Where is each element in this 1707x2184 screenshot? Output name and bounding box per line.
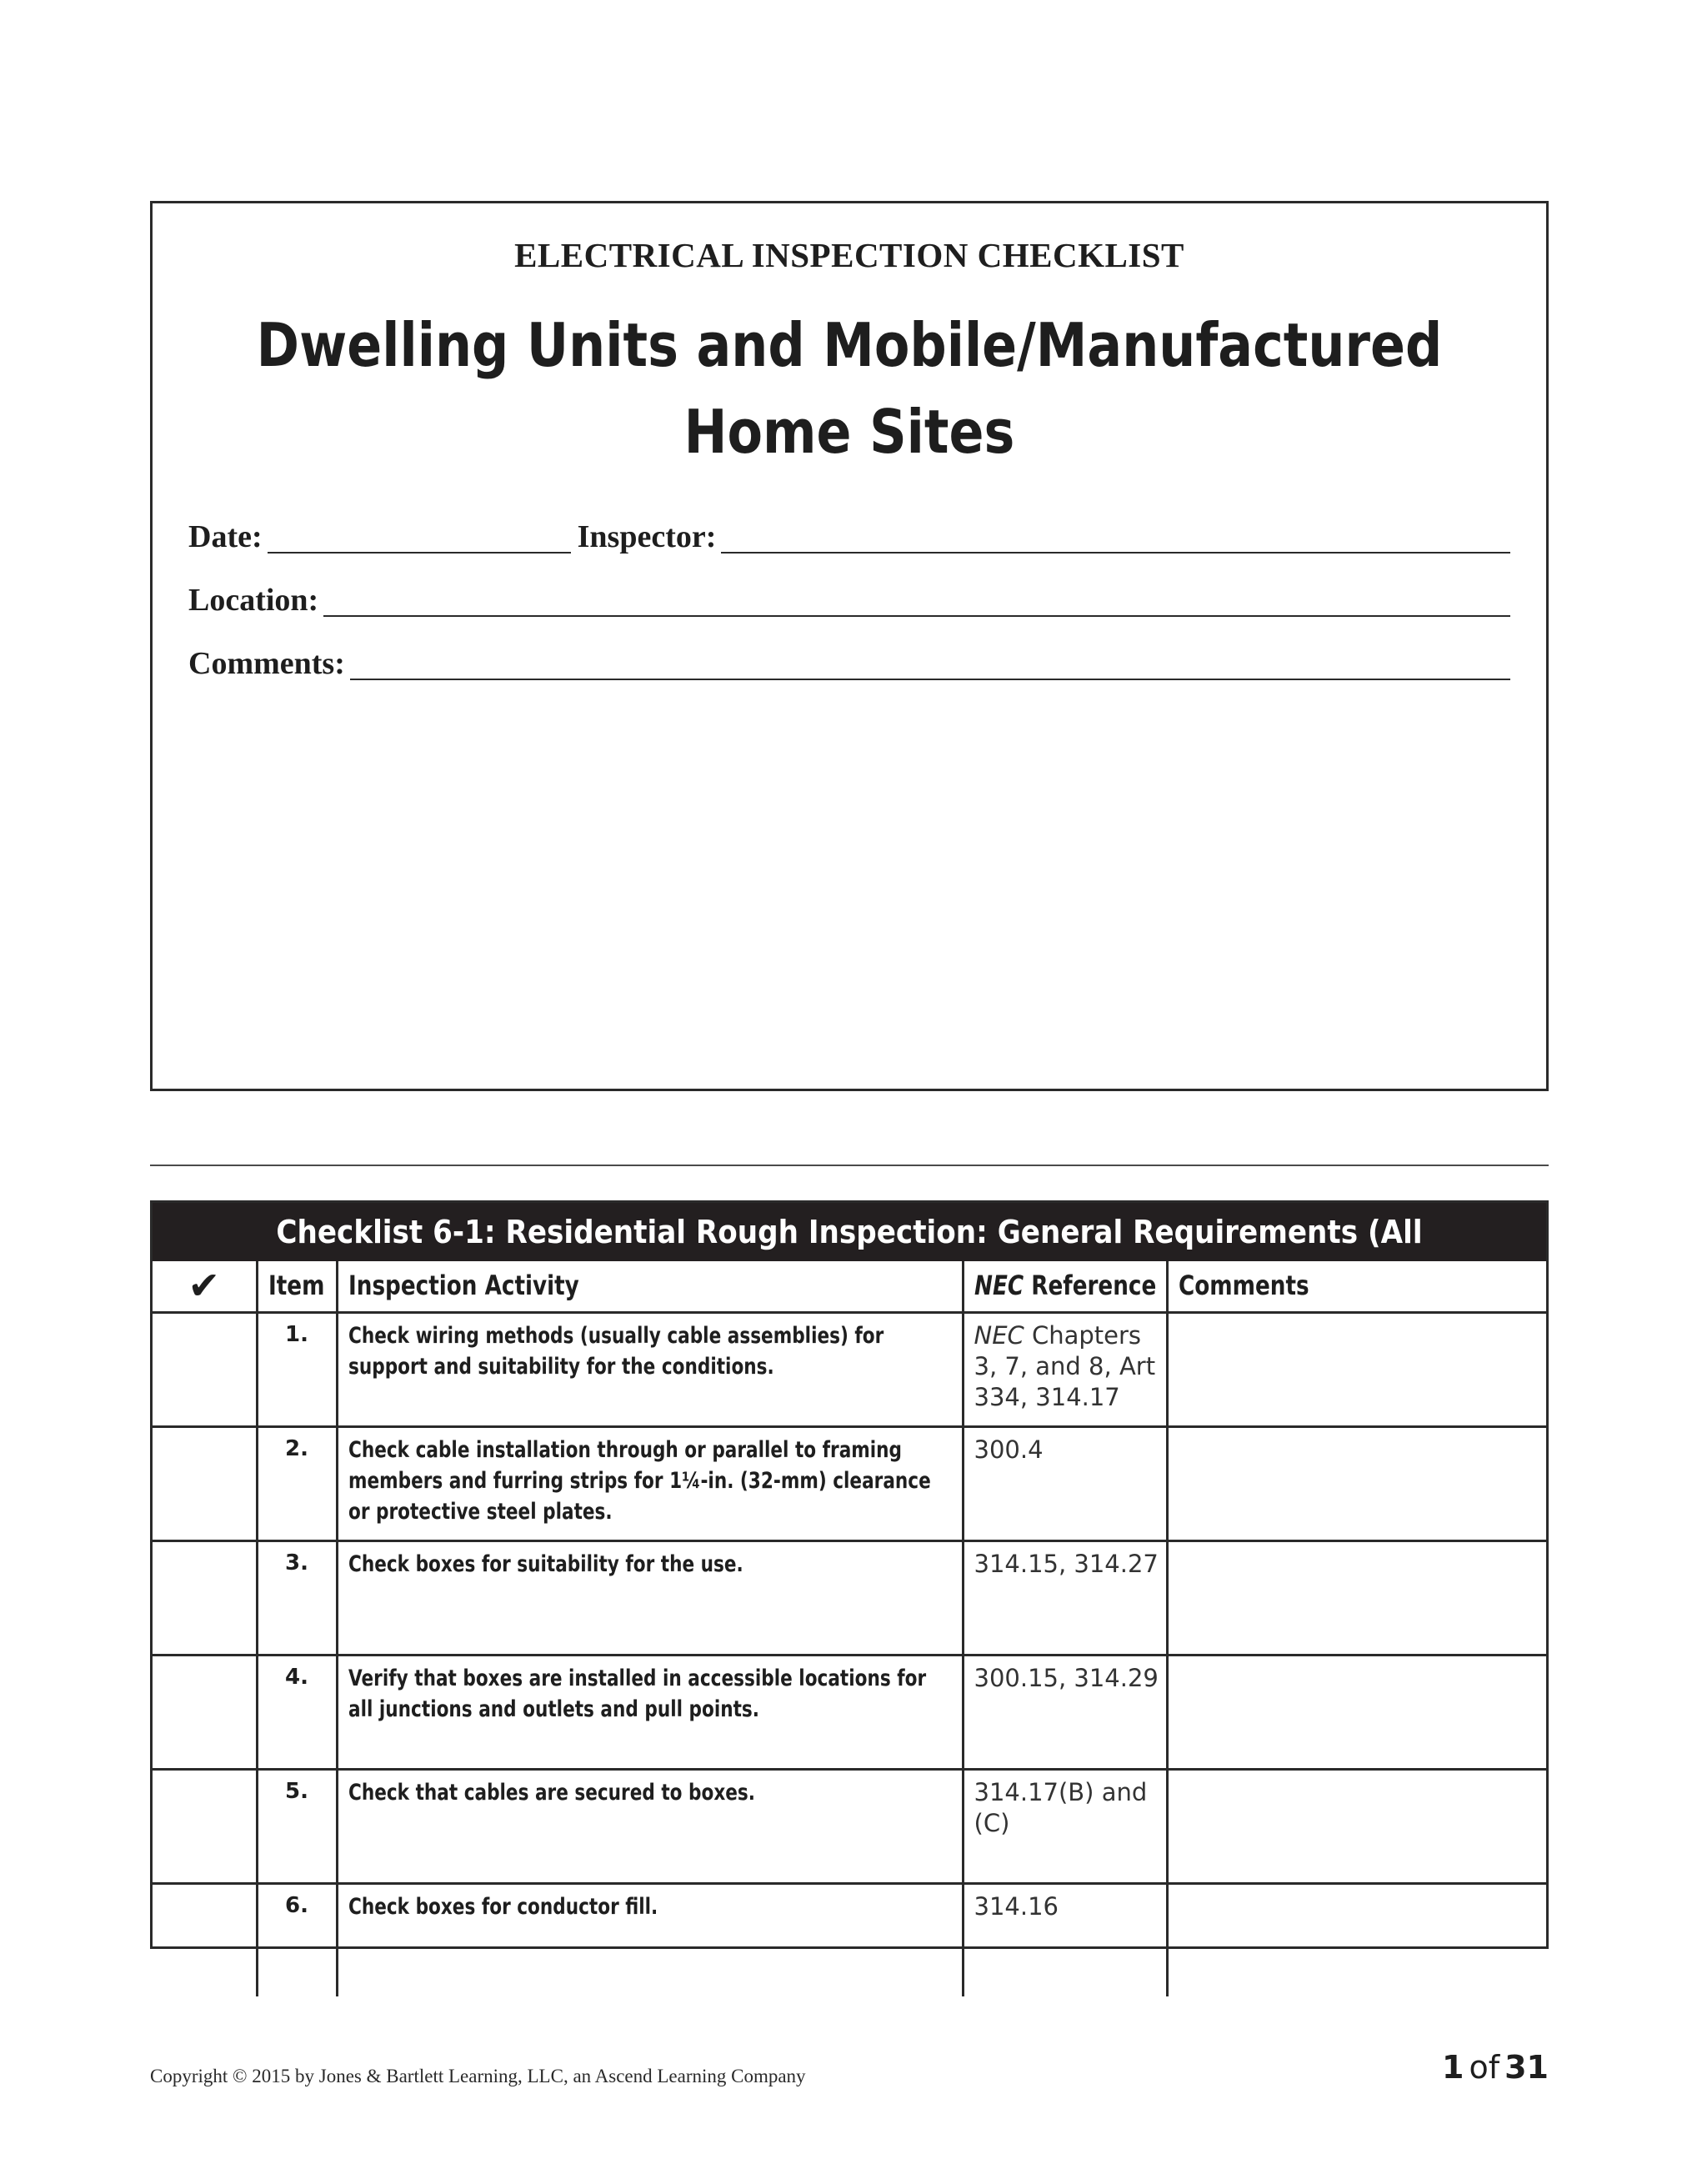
check-cell[interactable] [153, 1884, 257, 1997]
table-row [153, 1884, 1546, 1997]
reference-cell: 314.16 [963, 1884, 1167, 1997]
page-number [1442, 2049, 1549, 2086]
copyright-notice: Copyright © 2015 by Jones & Bartlett Learning, LLC, an Ascend Learning Company [150, 2066, 806, 2086]
header-box [150, 201, 1549, 1091]
table-row [153, 1541, 1546, 1656]
reference-cell: 300.4 [963, 1427, 1167, 1541]
item-number: 4. [257, 1656, 337, 1770]
item-number: 3. [257, 1541, 337, 1656]
checklist-title: Checklist 6-1: Residential Rough Inspection: General Requirements (All Areas) [276, 1214, 1423, 1309]
comments-cell[interactable] [1167, 1656, 1546, 1770]
check-cell[interactable] [153, 1313, 257, 1427]
comments-field[interactable] [350, 650, 1510, 680]
page-title-line-1: Dwelling Units and Mobile/Manufactured [256, 310, 1443, 380]
item-number: 1. [257, 1313, 337, 1427]
reference-italic: NEC [974, 1321, 1024, 1350]
inspector-field[interactable] [721, 523, 1510, 554]
check-cell[interactable] [153, 1656, 257, 1770]
checklist-grid [153, 1261, 1546, 1996]
page-total: 31 [1504, 2049, 1549, 2086]
page-current: 1 [1442, 2049, 1464, 2086]
checklist-table [150, 1200, 1549, 1949]
check-cell[interactable] [153, 1427, 257, 1541]
reference-cell: NEC Chapters 3, 7, and 8, Art 334, 314.17 [963, 1313, 1167, 1427]
comments-cell[interactable] [1167, 1427, 1546, 1541]
table-row [153, 1427, 1546, 1541]
date-inspector-row [188, 512, 1510, 554]
check-cell[interactable] [153, 1541, 257, 1656]
table-row [153, 1770, 1546, 1884]
page-title [250, 302, 1449, 475]
section-divider [150, 1165, 1549, 1166]
header-row [153, 1261, 1546, 1313]
checkmark-icon: ✔ [188, 1263, 221, 1308]
comments-label: Comments: [188, 646, 345, 681]
comments-row [188, 639, 1510, 680]
date-field[interactable] [268, 523, 571, 554]
activity-cell: Check boxes for conductor fill. [337, 1884, 963, 1997]
date-label: Date: [188, 519, 263, 554]
comments-cell[interactable] [1167, 1884, 1546, 1997]
location-field[interactable] [323, 587, 1510, 617]
table-row [153, 1313, 1546, 1427]
activity-cell: Check wiring methods (usually cable assemblies) for support and suitability for the conditions. [337, 1313, 963, 1427]
checklist-kicker: ELECTRICAL INSPECTION CHECKLIST [514, 236, 1184, 274]
reference-column-header [963, 1261, 1167, 1313]
reference-cell: 314.15, 314.27 [963, 1541, 1167, 1656]
table-row [153, 1656, 1546, 1770]
activity-column-header: Inspection Activity [337, 1261, 963, 1313]
comments-column-header: Comments [1167, 1261, 1546, 1313]
activity-cell: Check boxes for suitability for the use. [337, 1541, 963, 1656]
item-column-header: Item [257, 1261, 337, 1313]
reference-cell: 314.17(B) and (C) [963, 1770, 1167, 1884]
inspector-label: Inspector: [577, 519, 717, 554]
location-label: Location: [188, 583, 319, 618]
comments-cell[interactable] [1167, 1770, 1546, 1884]
comments-cell[interactable] [1167, 1313, 1546, 1427]
page-of: of [1469, 2049, 1500, 2086]
reference-header-text: Reference [1030, 1270, 1156, 1301]
check-column-header [153, 1261, 257, 1313]
item-number: 2. [257, 1427, 337, 1541]
comments-cell[interactable] [1167, 1541, 1546, 1656]
activity-cell: Check cable installation through or parallel to framing members and furring strips for 1¼-in. (32-mm) clearance or protective steel plates. [337, 1427, 963, 1541]
check-cell[interactable] [153, 1770, 257, 1884]
activity-cell: Check that cables are secured to boxes. [337, 1770, 963, 1884]
page-title-line-2: Home Sites [683, 397, 1015, 467]
location-row [188, 575, 1510, 617]
item-number: 5. [257, 1770, 337, 1884]
item-number: 6. [257, 1884, 337, 1997]
reference-header-italic: NEC [974, 1270, 1024, 1301]
activity-cell: Verify that boxes are installed in accessible locations for all junctions and outlets and pull points. [337, 1656, 963, 1770]
reference-cell: 300.15, 314.29 [963, 1656, 1167, 1770]
